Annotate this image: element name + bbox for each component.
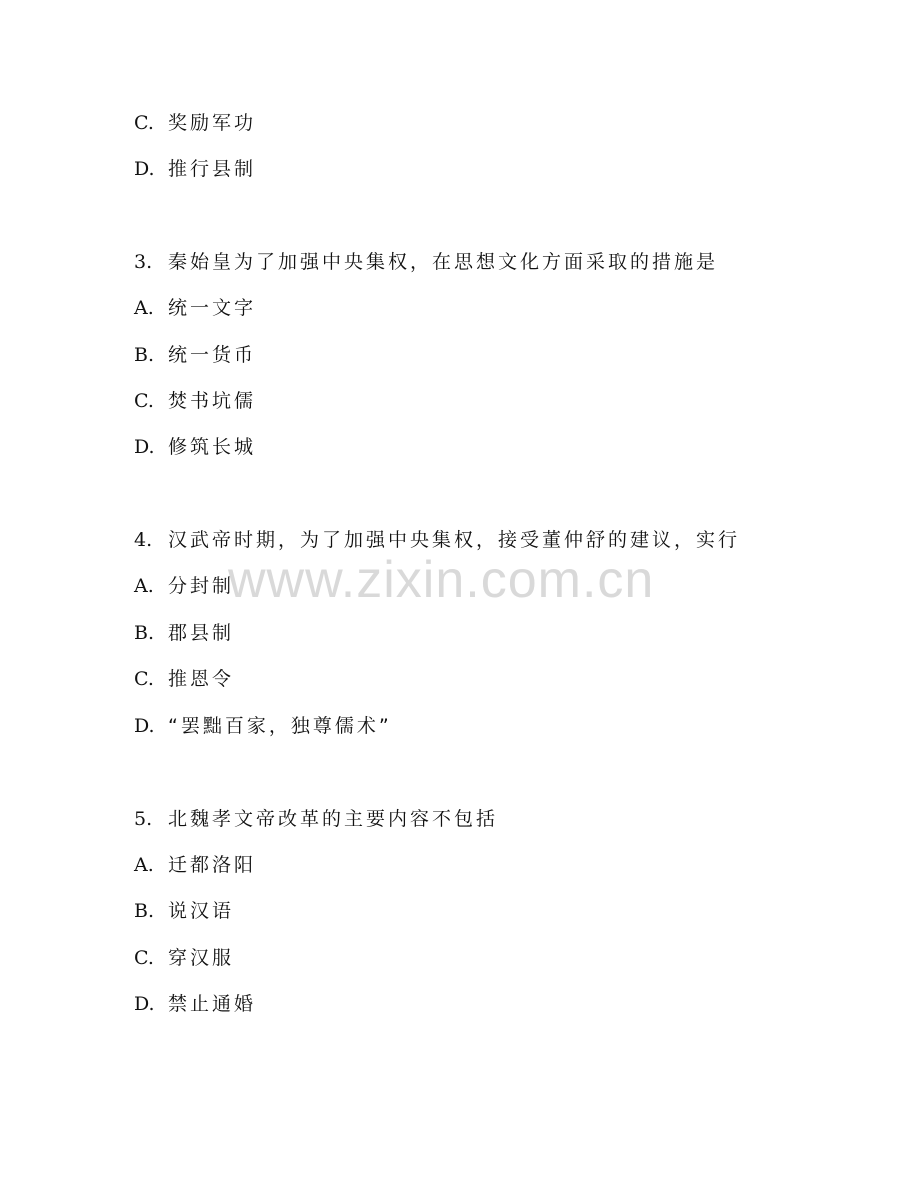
option-d-q2 (134, 157, 256, 181)
option-label: C. (134, 668, 154, 690)
option-label: D. (134, 715, 155, 737)
option-label: C. (134, 947, 154, 969)
option-text: “罢黜百家，独尊儒术” (168, 715, 392, 737)
option-label: A. (134, 854, 154, 876)
option-text: 穿汉服 (168, 947, 235, 969)
option-text: 推恩令 (168, 668, 235, 690)
question-text: 北魏孝文帝改革的主要内容不包括 (168, 808, 499, 830)
option-label: C. (134, 112, 154, 134)
question-5 (134, 807, 498, 831)
question-text: 汉武帝时期，为了加强中央集权，接受董仲舒的建议，实行 (168, 529, 741, 551)
option-d-q3 (134, 435, 256, 459)
option-c-q4 (134, 667, 234, 691)
option-text: 推行县制 (168, 158, 257, 180)
option-c-q2 (134, 111, 256, 135)
question-number: 4. (134, 529, 153, 551)
option-label: D. (134, 158, 155, 180)
question-text: 秦始皇为了加强中央集权，在思想文化方面采取的措施是 (168, 251, 719, 273)
option-b-q4 (134, 621, 234, 645)
option-text: 统一货币 (168, 344, 257, 366)
question-4 (134, 528, 740, 552)
option-text: 奖励军功 (168, 112, 257, 134)
option-label: C. (134, 390, 154, 412)
option-d-q4 (134, 714, 392, 738)
option-text: 郡县制 (168, 622, 235, 644)
option-d-q5 (134, 992, 256, 1016)
option-text: 统一文字 (168, 297, 257, 319)
option-b-q5 (134, 899, 234, 923)
option-text: 分封制 (168, 575, 235, 597)
option-text: 焚书坑儒 (168, 390, 257, 412)
option-a-q3 (134, 296, 256, 320)
option-label: A. (134, 575, 154, 597)
option-label: A. (134, 297, 154, 319)
option-label: B. (134, 900, 155, 922)
question-number: 3. (134, 251, 153, 273)
watermark: www.zixin.com.cn (228, 551, 655, 609)
option-label: D. (134, 993, 155, 1015)
option-label: B. (134, 344, 155, 366)
question-number: 5. (134, 808, 153, 830)
option-c-q3 (134, 389, 256, 413)
option-text: 说汉语 (168, 900, 235, 922)
option-a-q4 (134, 574, 234, 598)
option-text: 迁都洛阳 (168, 854, 257, 876)
option-b-q3 (134, 343, 256, 367)
option-text: 禁止通婚 (168, 993, 257, 1015)
option-a-q5 (134, 853, 256, 877)
question-3 (134, 250, 718, 274)
option-label: B. (134, 622, 155, 644)
option-text: 修筑长城 (168, 436, 257, 458)
option-c-q5 (134, 946, 234, 970)
option-label: D. (134, 436, 155, 458)
